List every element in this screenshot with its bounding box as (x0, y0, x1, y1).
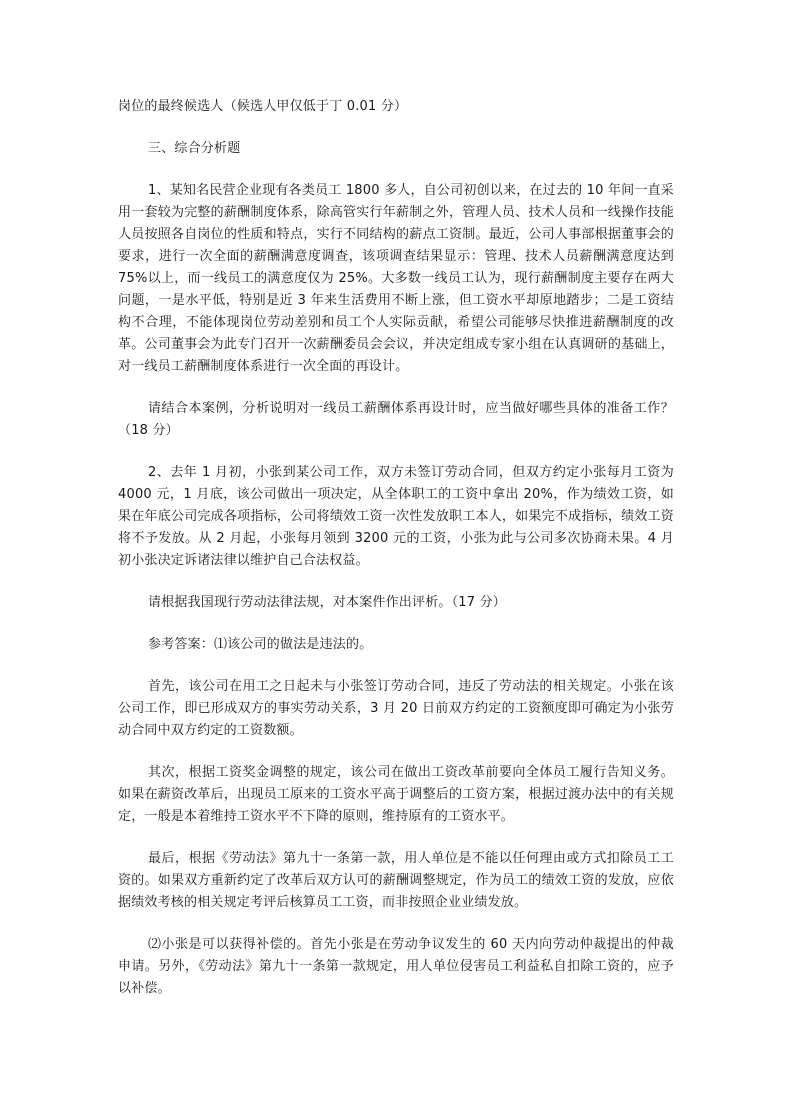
answer-paragraph-second: 其次，根据工资奖金调整的规定，该公司在做出工资改革前要向全体员工履行告知义务。如果在薪资改革后，出现员工原来的工资水平高于调整后的工资方案，根据过渡办法中的有关规定，一般是本着维持工资水平不下降的原则，维持原有的工资水平。 (118, 765, 674, 824)
document-page (118, 96, 674, 1000)
answer-paragraph-third: 最后，根据《劳动法》第九十一条第一款，用人单位是不能以任何理由或方式扣除员工工资的。如果双方重新约定了改革后双方认可的薪酬调整规定，作为员工的绩效工资的发放，应依据绩效考核的相关规定考评后核算员工工资，而非按照企业业绩发放。 (118, 851, 674, 910)
paragraph-continuation: 岗位的最终候选人（候选人甲仅低于丁 0.01 分） (118, 99, 408, 114)
answer-heading: 参考答案：⑴该公司的做法是违法的。 (148, 637, 373, 652)
section-heading: 三、综合分析题 (148, 141, 241, 156)
case-1-question: 请结合本案例，分析说明对一线员工薪酬体系再设计时，应当做好哪些具体的准备工作？（18 分） (118, 401, 674, 438)
case-1-paragraph: 1、某知名民营企业现有各类员工 1800 多人，自公司初创以来，在过去的 10 年间一直采用一套较为完整的薪酬制度体系，除高管实行年薪制之外，管理人员、技术人员和一线操作技能人员按照各自岗位的性质和特点，实行不同结构的薪点工资制。最近，公司人事部根据董事会的要求，进行一次全面的薪酬满意度调查，该项调查结果显示：管理、技术人员薪酬满意度达到 75%以上，而一线员工的满意度仅为 25%。大多数一线员工认为，现行薪酬制度主要存在两大问题，一是水平低，特别是近 3 年来生活费用不断上涨，但工资水平却原地踏步；二是工资结构不合理，不能体现岗位劳动差别和员工个人实际贡献，希望公司能够尽快推进薪酬制度的改革。公司董事会为此专门召开一次薪酬委员会会议，并决定组成专家小组在认真调研的基础上，对一线员工薪酬制度体系进行一次全面的再设计。 (118, 183, 674, 374)
case-2-question: 请根据我国现行劳动法律法规，对本案件作出评析。（17 分） (148, 595, 506, 610)
answer-paragraph-first: 首先，该公司在用工之日起未与小张签订劳动合同，违反了劳动法的相关规定。小张在该公司工作，即已形成双方的事实劳动关系，3 月 20 日前双方约定的工资额度即可确定为小张劳动合同中双方约定的工资数额。 (118, 679, 674, 738)
answer-paragraph-compensation: ⑵小张是可以获得补偿的。首先小张是在劳动争议发生的 60 天内向劳动仲裁提出的仲裁申请。另外，《劳动法》第九十一条第一款规定，用人单位侵害员工利益私自扣除工资的，应予以补偿。 (118, 937, 674, 996)
case-2-paragraph: 2、去年 1 月初，小张到某公司工作，双方未签订劳动合同，但双方约定小张每月工资为 4000 元，1 月底，该公司做出一项决定，从全体职工的工资中拿出 20%，作为绩效工资，如果在年底公司完成各项指标，公司将绩效工资一次性发放职工本人，如果完不成指标，绩效工资将不予发放。从 2 月起，小张每月领到 3200 元的工资，小张为此与公司多次协商未果。4 月初小张决定诉诸法律以维护自己合法权益。 (118, 465, 674, 568)
